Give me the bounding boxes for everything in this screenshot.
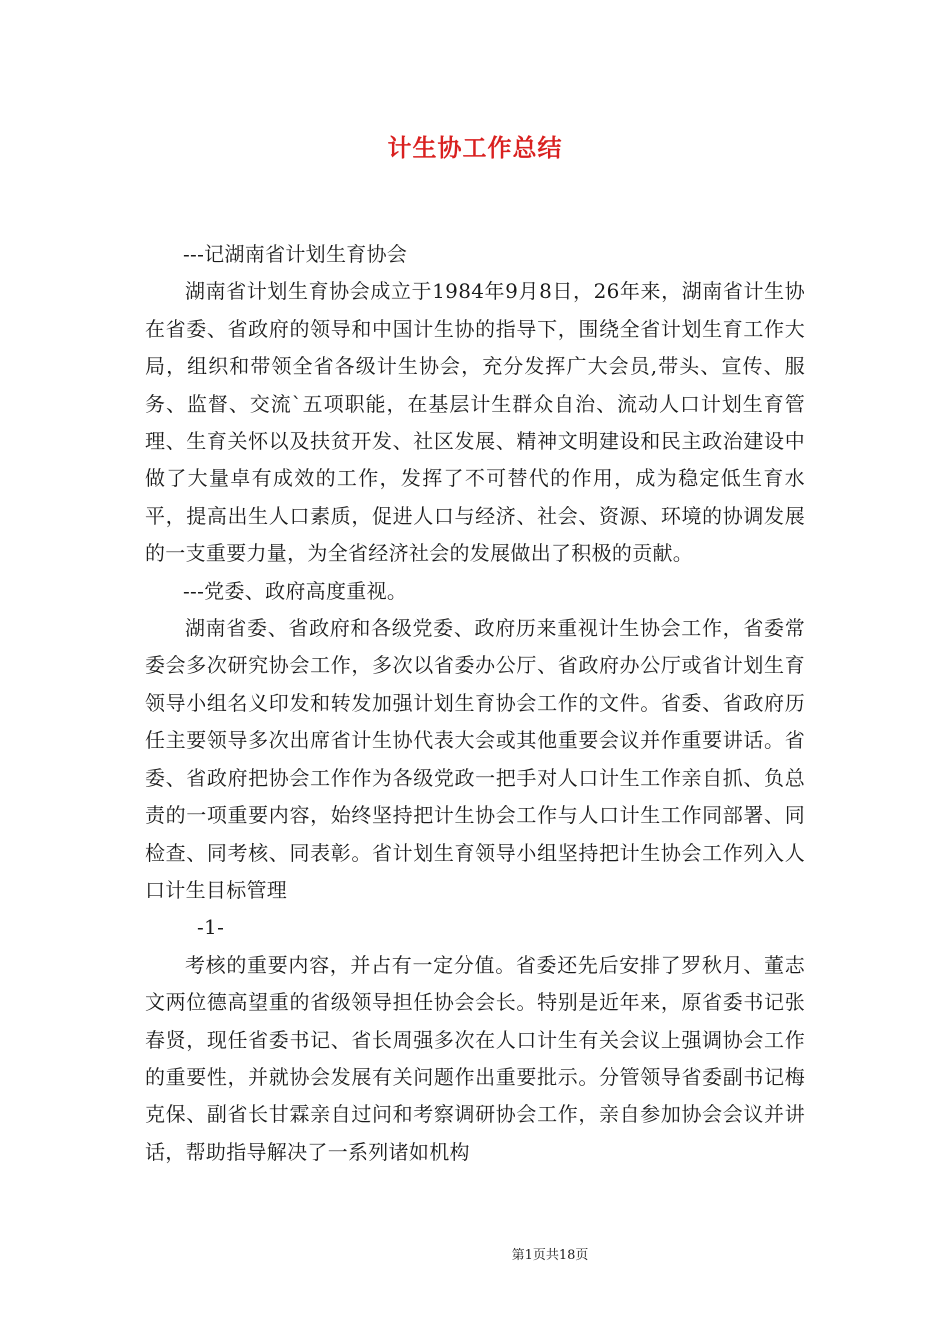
- section-heading: ---党委、政府高度重视。: [183, 578, 408, 603]
- document-body: [145, 236, 805, 1171]
- body-paragraph: 湖南省委、省政府和各级党委、政府历来重视计生协会工作，省委常委会多次研究协会工作，多次以省委办公厅、省政府办公厅或省计划生育领导小组名义印发和转发加强计划生育协会工作的文件。省委、省政府历任主要领导多次出席省计生协代表大会或其他重要会议并作重要讲话。省委、省政府把协会工作作为各级党政一把手对人口计生工作亲自抓、负总责的一项重要内容，始终坚持把计生协会工作与人口计生工作同部署、同检查、同考核、同表彰。省计划生育领导小组坚持把计生协会工作列入人口计生目标管理: [145, 616, 805, 902]
- body-paragraph: 湖南省计划生育协会成立于1984年9月8日，26年来，湖南省计生协在省委、省政府的领导和中国计生协的指导下，围绕全省计划生育工作大局，组织和带领全省各级计生协会，充分发挥广大会员,带头、宣传、服务、监督、交流`五项职能，在基层计生群众自治、流动人口计划生育管理、生育关怀以及扶贫开发、社区发展、精神文明建设和民主政治建设中做了大量卓有成效的工作，发挥了不可替代的作用，成为稳定低生育水平，提高出生人口素质，促进人口与经济、社会、资源、环境的协调发展的一支重要力量，为全省经济社会的发展做出了积极的贡献。: [145, 279, 805, 566]
- body-paragraph: 考核的重要内容，并占有一定分值。省委还先后安排了罗秋月、董志文两位德高望重的省级领导担任协会会长。特别是近年来，原省委书记张春贤，现任省委书记、省长周强多次在人口计生有关会议上强调协会工作的重要性，并就协会发展有关问题作出重要批示。分管领导省委副书记梅克保、副省长甘霖亲自过问和考察调研协会工作，亲自参加协会会议并讲话，帮助指导解决了一系列诸如机构: [145, 952, 805, 1164]
- document-title: 计生协工作总结: [387, 133, 563, 162]
- inline-page-number: -1-: [197, 915, 225, 940]
- page-footer: 第1页共18页: [511, 1248, 589, 1263]
- subtitle-paragraph: ---记湖南省计划生育协会: [183, 242, 408, 266]
